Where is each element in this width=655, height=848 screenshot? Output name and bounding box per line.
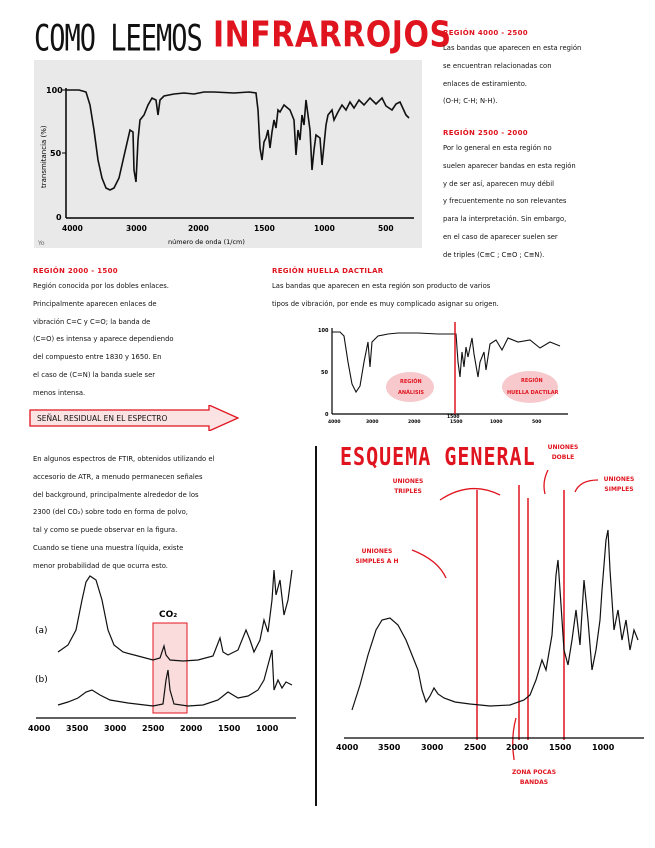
co2-x-tick-3500: 3500 — [66, 724, 89, 733]
label-zona-line: ZONA POCAS — [511, 769, 557, 776]
fingerprint-label-2: HUELLA DACTILAR — [507, 390, 559, 396]
region-1-line: (O-H; C-H; N-H). — [443, 97, 498, 106]
esquema-title: ESQUEMA GENERAL — [340, 441, 536, 471]
small-x-tick-3000: 3000 — [366, 420, 379, 425]
region-3-line: vibración C=C y C=O; la banda de — [33, 317, 151, 326]
x-axis-label: número de onda (1/cm) — [168, 238, 245, 246]
ir-spectrum-regions — [318, 322, 580, 428]
co2-x-tick-3000: 3000 — [104, 724, 127, 733]
region-1-text — [443, 40, 653, 111]
region-1-heading: REGIÓN 4000 - 2500 — [443, 29, 528, 37]
label-triples-line: UNIONES — [392, 478, 424, 485]
region-3-heading: REGIÓN 2000 - 1500 — [33, 267, 118, 275]
region-2-heading: REGIÓN 2500 - 2000 — [443, 129, 528, 137]
esq-x-tick-2500: 2500 — [464, 743, 487, 752]
residual-line: Cuando se tiene una muestra líquida, existe — [33, 543, 184, 552]
esquema-chart — [330, 470, 650, 760]
fingerprint-label-1: REGIÓN — [521, 378, 543, 384]
region-3-line: menos intensa. — [33, 388, 86, 397]
region-4-text — [272, 278, 642, 314]
region-1-line: se encuentran relacionadas con — [443, 61, 552, 70]
small-x-tick-4000: 4000 — [328, 420, 341, 425]
corner-mark: Yo — [38, 240, 45, 247]
arrow-dobles — [544, 470, 548, 494]
page-title-part2: INFRARROJOS — [213, 14, 452, 56]
region-1-line: Las bandas que aparecen en esta región — [443, 44, 582, 52]
esq-x-tick-3500: 3500 — [378, 743, 401, 752]
y-tick-0: 0 — [56, 213, 62, 222]
x-tick-500: 500 — [378, 224, 394, 233]
region-3-line: Principalmente aparecen enlaces de — [33, 299, 157, 308]
divider-marker: 1500 — [447, 415, 460, 420]
x-tick-4000: 4000 — [62, 224, 83, 233]
small-x-tick-1500: 1500 — [450, 420, 463, 425]
residual-line: accesorio de ATR, a menudo permanecen señales — [33, 472, 203, 481]
y-tick-50: 50 — [50, 149, 62, 158]
label-simples-line: UNIONES — [603, 476, 635, 483]
x-tick-1500: 1500 — [254, 224, 275, 233]
region-2-line: y frecuentemente no son relevantes — [443, 197, 567, 206]
label-simples-h-line: UNIONES — [361, 548, 393, 555]
analysis-label-2: ANÁLISIS — [398, 390, 425, 396]
region-2-text — [443, 140, 653, 265]
arrow-zona — [513, 718, 516, 760]
esq-x-tick-1500: 1500 — [549, 743, 572, 752]
small-y-tick-0: 0 — [325, 412, 329, 418]
residual-line: menor probabilidad de que ocurra esto. — [33, 561, 168, 570]
label-simples-h-line: SIMPLES A H — [355, 558, 399, 565]
arrow-simples-h — [412, 550, 446, 578]
region-1-line: enlaces de estiramiento. — [443, 79, 527, 88]
y-axis-label: transmitancia (%) — [40, 125, 48, 188]
region-3-line: (C=O) es intensa y aparece dependiendo — [33, 335, 174, 344]
region-2-line: en el caso de aparecer suelen ser — [443, 232, 558, 241]
esq-x-tick-2000: 2000 — [506, 743, 529, 752]
co2-x-tick-1000: 1000 — [256, 724, 279, 733]
arrow-simples — [575, 480, 598, 492]
ir-spectrum-main — [34, 60, 422, 248]
residual-line: tal y como se puede observar en la figura. — [33, 526, 178, 535]
column-divider — [315, 446, 317, 806]
label-zona — [504, 768, 564, 788]
esq-x-tick-3000: 3000 — [421, 743, 444, 752]
residual-arrow-label: SEÑAL RESIDUAL EN EL ESPECTRO — [37, 414, 168, 423]
co2-x-tick-1500: 1500 — [218, 724, 241, 733]
region-2-line: Por lo general en esta región no — [443, 144, 552, 152]
page-title-part1: COMO LEEMOS — [34, 18, 202, 60]
small-y-tick-100: 100 — [318, 328, 329, 334]
label-simples-line: SIMPLES — [604, 486, 634, 493]
y-tick-100: 100 — [46, 86, 63, 95]
co2-label: CO₂ — [159, 610, 178, 620]
region-fingerprint-blob — [502, 371, 558, 403]
residual-line: del background, principalmente alrededor de los — [33, 490, 199, 499]
trace-a-label: (a) — [35, 626, 48, 636]
x-tick-3000: 3000 — [126, 224, 147, 233]
analysis-label-1: REGIÓN — [400, 379, 422, 385]
co2-residual-chart — [28, 540, 300, 736]
residual-line: En algunos espectros de FTIR, obtenidos utilizando el — [33, 455, 215, 463]
small-x-tick-500: 500 — [532, 420, 542, 425]
esq-x-tick-4000: 4000 — [336, 743, 359, 752]
region-4-line: tipos de vibración, por ende es muy complicado asignar su origen. — [272, 299, 499, 308]
small-x-tick-1000: 1000 — [490, 420, 503, 425]
region-4-heading: REGIÓN HUELLA DACTILAR — [272, 267, 384, 275]
co2-x-tick-2500: 2500 — [142, 724, 165, 733]
region-analysis-blob — [386, 372, 434, 402]
trace-b-label: (b) — [35, 675, 48, 685]
small-y-tick-50: 50 — [321, 370, 328, 376]
region-2-line: para la interpretación. Sin embargo, — [443, 215, 567, 224]
label-triples-line: TRIPLES — [394, 488, 422, 495]
region-3-text — [33, 278, 253, 403]
region-2-line: de triples (C≡C ; C≡O ; C≡N). — [443, 250, 545, 259]
region-3-line: el caso de (C=N) la banda suele ser — [33, 370, 156, 379]
label-dobles-line: DOBLE — [551, 454, 575, 461]
x-tick-2000: 2000 — [188, 224, 209, 233]
co2-highlight-box — [153, 623, 187, 713]
co2-x-tick-2000: 2000 — [180, 724, 203, 733]
region-4-line: Las bandas que aparecen en esta región son producto de varios — [272, 282, 491, 290]
label-dobles — [541, 443, 585, 463]
residual-line: 2300 (del CO₂) sobre todo en forma de polvo, — [33, 508, 188, 517]
region-3-line: del compuesto entre 1830 y 1650. En — [33, 353, 162, 362]
arrow-triples — [440, 489, 500, 500]
region-3-line: Región conocida por los dobles enlaces. — [33, 282, 169, 290]
region-2-line: suelen aparecer bandas en esta región — [443, 161, 576, 170]
x-tick-1000: 1000 — [314, 224, 335, 233]
co2-x-tick-4000: 4000 — [28, 724, 51, 733]
label-dobles-line: UNIONES — [547, 444, 579, 451]
esq-x-tick-1000: 1000 — [592, 743, 615, 752]
esquema-spectrum-trace — [352, 530, 638, 710]
region-2-line: y de ser así, aparecen muy débil — [443, 179, 554, 188]
small-x-tick-2000: 2000 — [408, 420, 421, 425]
label-zona-line: BANDAS — [519, 779, 549, 786]
